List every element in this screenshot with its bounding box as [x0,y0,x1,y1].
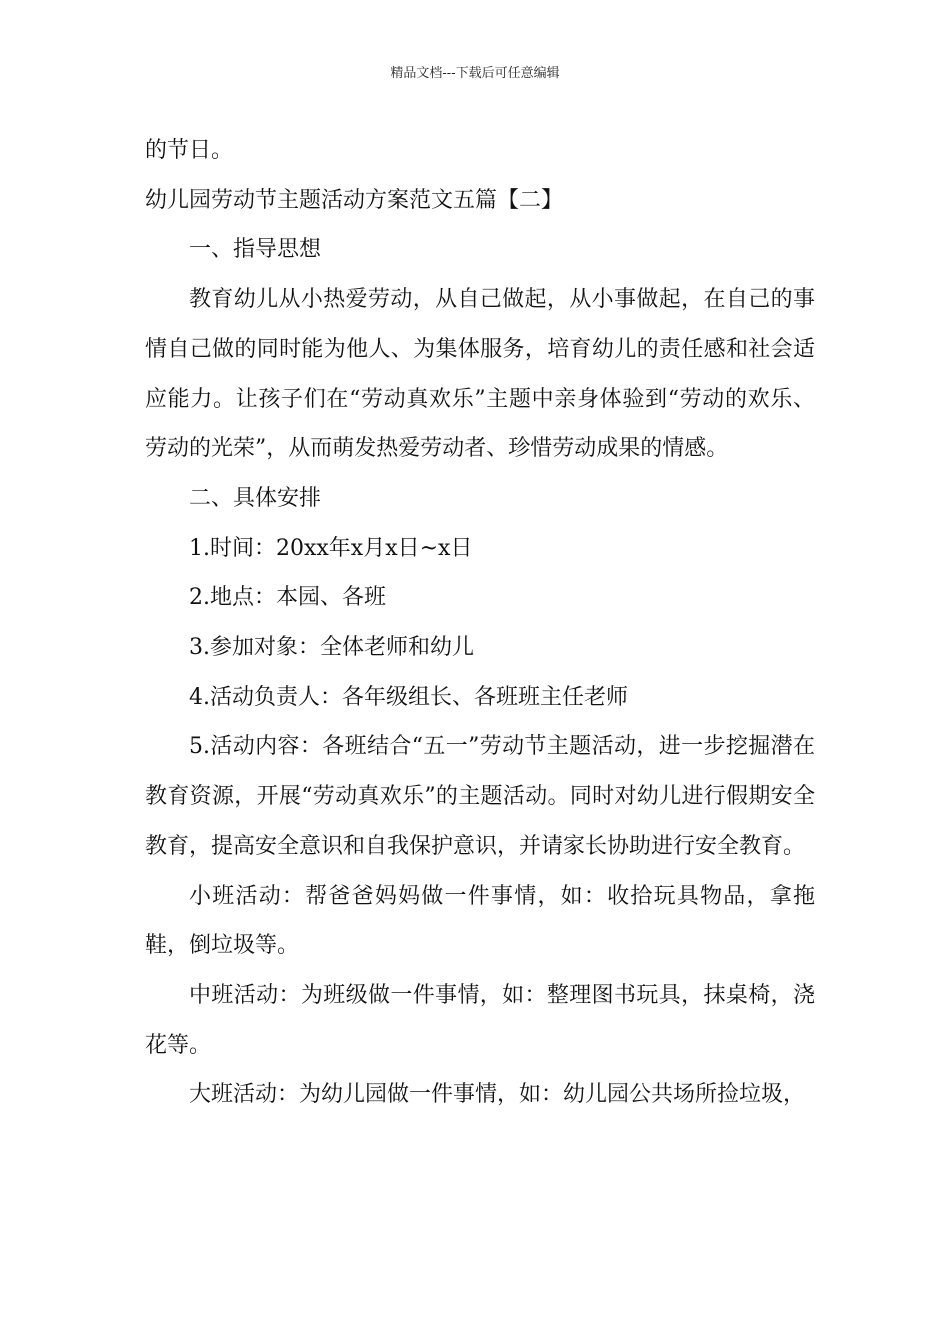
heading-arrangement: 二、具体安排 [189,485,322,511]
list-item-leaders: 4.活动负责人：各年级组长、各班班主任老师 [189,684,628,710]
list-item-location: 2.地点：本园、各班 [189,585,386,611]
list-item-content: 5.活动内容：各班结合“五一”劳动节主题活动，进一步挖掘潜在教育资源，开展“劳动真欢乐”的主题活动。同时对幼儿进行假期安全教育，提高安全意识和自我保护意识，并请家长协助进行安全教育。 [145,734,815,859]
list-item-time: 1.时间：20xx年x月x日~x日 [189,535,473,561]
paragraph-large-class: 大班活动：为幼儿园做一件事情，如：幼儿园公共场所捡垃圾， [189,1082,806,1108]
section-title: 幼儿园劳动节主题活动方案范文五篇【二】 [145,187,564,213]
paragraph-middle-class: 中班活动：为班级做一件事情，如：整理图书玩具，抹桌椅，浇花等。 [145,982,815,1058]
paragraph-small-class: 小班活动：帮爸爸妈妈做一件事情，如：收拾玩具物品，拿拖鞋，倒垃圾等。 [145,883,815,959]
paragraph-guiding-thought: 教育幼儿从小热爱劳动，从自己做起，从小事做起，在自己的事情自己做的同时能为他人、为集体服务，培育幼儿的责任感和社会适应能力。让孩子们在“劳动真欢乐”主题中亲身体验到“劳动的欢乐、劳动的光荣”，从而萌发热爱劳动者、珍惜劳动成果的情感。 [145,287,815,462]
heading-guiding-thought: 一、指导思想 [189,237,322,263]
document-body [145,126,815,1120]
list-item-participants: 3.参加对象：全体老师和幼儿 [189,635,474,661]
paragraph-continuation: 的节日。 [145,138,234,163]
page-header: 精品文档---下载后可任意编辑 [390,66,560,81]
